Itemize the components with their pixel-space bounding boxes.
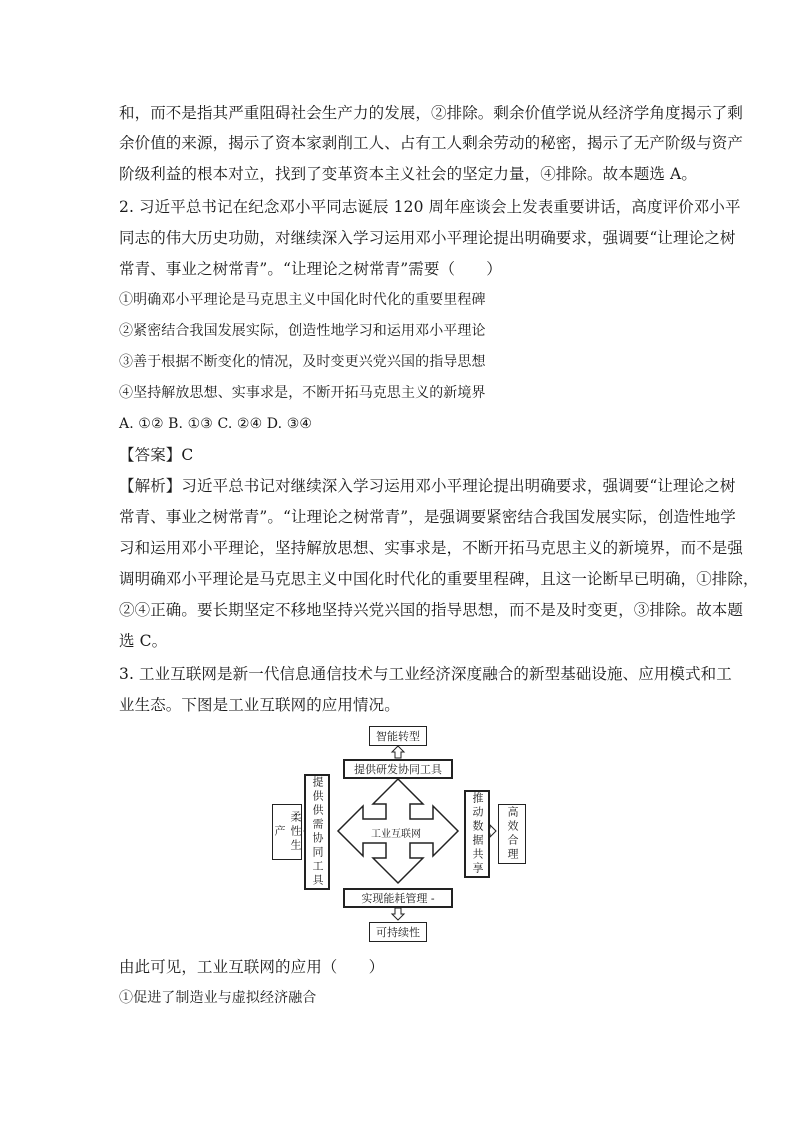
arrow-up-icon [392,746,404,758]
box-supply-demand-tools: 提供供需协同工具 [304,774,330,890]
question-3-stem: 由此可见，工业互联网的应用（ ） [119,958,385,976]
box-smart-transformation: 智能转型 [369,726,427,746]
text-line: 和，而不是指其严重阻碍社会生产力的发展，②排除。剩余价值学说从经济学角度揭示了剩 [119,104,744,122]
analysis-line: ②④正确。要长期坚定不移地坚持兴党兴国的指导思想，而不是及时变更，③排除。故本题 [119,601,744,619]
analysis-line: 习和运用邓小平理论，坚持解放思想、实事求是，不断开拓马克思主义的新境界，而不是强 [119,539,744,557]
option-2: ②紧密结合我国发展实际，创造性地学习和运用邓小平理论 [119,323,486,339]
analysis-line: 常青、事业之树常青”。“让理论之树常青”，是强调要紧密结合我国发展实际，创造性地学 [119,508,736,526]
answer: 【答案】C [119,446,194,464]
option-1: ①明确邓小平理论是马克思主义中国化时代化的重要里程碑 [119,292,486,308]
arrow-down-icon [392,908,404,920]
box-efficient-reasonable: 高效合理 [498,804,526,864]
answer-choices: A. ①② B. ①③ C. ②④ D. ③④ [119,416,312,432]
analysis-line: 调明确邓小平理论是马克思主义中国化时代化的重要里程碑，且这一论断早已明确，①排除， [119,570,759,588]
question-2-line: 2. 习近平总书记在纪念邓小平同志诞辰 120 周年座谈会上发表重要讲话，高度评价邓小平 [119,198,741,216]
box-data-sharing: 推动数据共享 [464,790,490,878]
text-line: 同志的伟大历史功勋，对继续深入学习运用邓小平理论提出明确要求，强调要“让理论之树 [119,229,736,247]
text-line: 余价值的来源，揭示了资本家剥削工人、占有工人剩余劳动的秘密，揭示了无产阶级与资产 [119,134,744,152]
box-rd-collaboration: 提供研发协同工具 [343,759,453,779]
text-line: 业生态。下图是工业互联网的应用情况。 [119,696,400,714]
industrial-internet-diagram [268,724,528,944]
box-sustainability: 可持续性 [369,922,427,942]
center-label: 工业互联网 [371,829,421,840]
option-1: ①促进了制造业与虚拟经济融合 [119,990,317,1006]
question-3-line: 3. 工业互联网是新一代信息通信技术与工业经济深度融合的新型基础设施、应用模式和工 [119,665,732,683]
option-3: ③善于根据不断变化的情况，及时变更兴党兴国的指导思想 [119,354,486,370]
text-line: 阶级利益的根本对立，找到了变革资本主义社会的坚定力量，④排除。故本题选 A。 [119,165,697,183]
box-energy-management: 实现能耗管理 - [343,888,453,908]
text-line: 常青、事业之树常青”。“让理论之树常青”需要（ ） [119,260,502,278]
analysis-line: 【解析】习近平总书记对继续深入学习运用邓小平理论提出明确要求，强调要“让理论之树 [119,477,736,495]
option-4: ④坚持解放思想、实事求是，不断开拓马克思主义的新境界 [119,385,486,401]
box-flexible-production: 柔性生产 [272,804,302,860]
analysis-line: 选 C。 [119,632,168,650]
